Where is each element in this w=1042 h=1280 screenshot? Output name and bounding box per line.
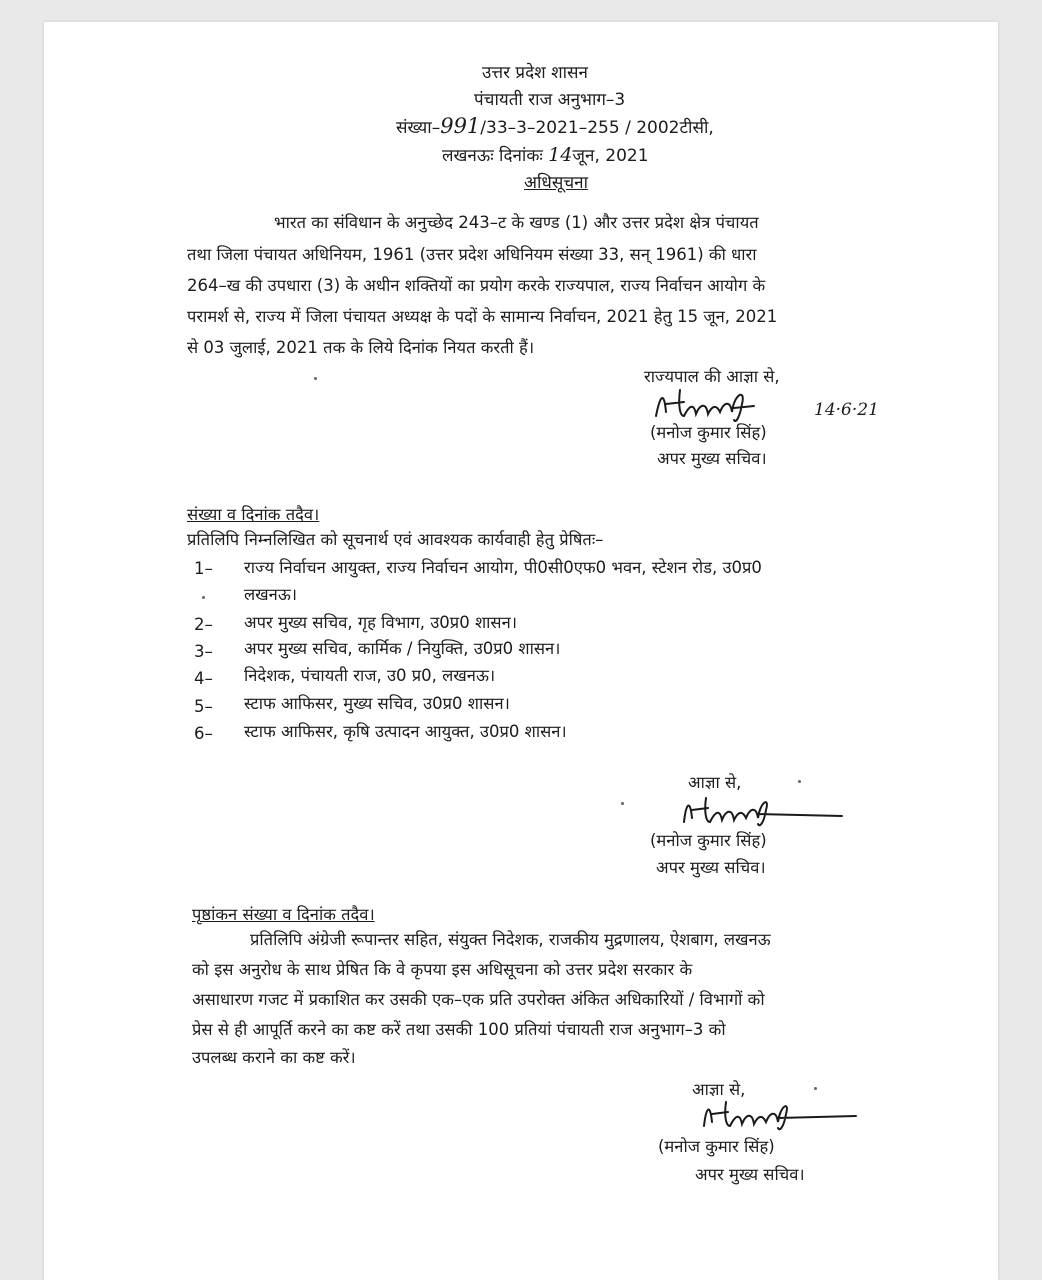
signature3-designation: अपर मुख्य सचिव। (695, 1165, 805, 1184)
list-item: अपर मुख्य सचिव, कार्मिक / नियुक्ति, उ0प्र0 शासन। (244, 639, 561, 658)
header-reference-number (396, 114, 714, 138)
number-handwritten: 991 (440, 114, 481, 138)
document-page (44, 22, 998, 1280)
list-item-continuation: लखनऊ। (244, 585, 298, 604)
number-suffix: /33–3–2021–255 / 2002टीसी, (480, 118, 714, 138)
date-suffix: जून, 2021 (572, 146, 649, 166)
list-item-number: 6– (194, 724, 213, 743)
signature2-name: (मनोज कुमार सिंह) (650, 831, 767, 850)
place-date-prefix: लखनऊः दिनांकः (442, 146, 543, 166)
list-item: राज्य निर्वाचन आयुक्त, राज्य निर्वाचन आयोग, पी0सी0एफ0 भवन, स्टेशन रोड, उ0प्र0 (244, 558, 762, 577)
date-handwritten: 14 (548, 144, 573, 166)
signature3-handwriting (698, 1098, 863, 1134)
signature1-name: (मनोज कुमार सिंह) (650, 423, 767, 442)
endorsement-line: असाधारण गजट में प्रकाशित कर उसकी एक–एक प्रति उपरोक्त अंकित अधिकारियों / विभागों को (192, 990, 765, 1009)
list-item: स्टाफ आफिसर, मुख्य सचिव, उ0प्र0 शासन। (244, 694, 510, 713)
endorsement-line: उपलब्ध कराने का कष्ट करें। (192, 1048, 356, 1067)
signature2-designation: अपर मुख्य सचिव। (656, 858, 766, 877)
notification-line: तथा जिला पंचायत अधिनियम, 1961 (उत्तर प्रदेश अधिनियम संख्या 33, सन् 1961) की धारा (187, 245, 757, 264)
notification-line: परामर्श से, राज्य में जिला पंचायत अध्यक्ष के पदों के सामान्य निर्वाचन, 2021 हेतु 15 जून, 2021 (187, 307, 778, 326)
scan-speck (314, 377, 317, 380)
scan-speck (202, 596, 205, 599)
page-title: अधिसूचना (524, 173, 588, 193)
notification-line: भारत का संविधान के अनुच्छेद 243–ट के खण्ड (1) और उत्तर प्रदेश क्षेत्र पंचायत (274, 213, 759, 232)
list-item-number: 4– (194, 669, 213, 688)
endorsement-line: प्रेस से ही आपूर्ति करने का कष्ट करें तथा उसकी 100 प्रतियां पंचायती राज अनुभाग–3 को (192, 1020, 726, 1039)
notification-line: से 03 जुलाई, 2021 तक के लिये दिनांक नियत करती हैं। (187, 338, 535, 357)
notification-line: 264–ख की उपधारा (3) के अधीन शक्तियों का प्रयोग करके राज्यपाल, राज्य निर्वाचन आयोग के (187, 276, 766, 295)
signature1-order: राज्यपाल की आज्ञा से, (644, 367, 780, 386)
header-place-date (442, 143, 649, 166)
list-item-number: 2– (194, 615, 213, 634)
endorsement-heading: पृष्ठांकन संख्या व दिनांक तदैव। (192, 905, 375, 924)
list-item: निदेशक, पंचायती राज, उ0 प्र0, लखनऊ। (244, 666, 496, 685)
signature3-name: (मनोज कुमार सिंह) (658, 1137, 775, 1156)
list-item-number: 5– (194, 697, 213, 716)
signature1-designation: अपर मुख्य सचिव। (657, 449, 767, 468)
endorsement-line: प्रतिलिपि अंग्रेजी रूपान्तर सहित, संयुक्त निदेशक, राजकीय मुद्रणालय, ऐशबाग, लखनऊ (250, 930, 771, 949)
scan-speck (798, 780, 801, 783)
copy-heading: संख्या व दिनांक तदैव। (187, 505, 320, 524)
copy-intro: प्रतिलिपि निम्नलिखित को सूचनार्थ एवं आवश्यक कार्यवाही हेतु प्रेषितः– (187, 530, 604, 549)
header-department: उत्तर प्रदेश शासन (482, 63, 588, 83)
list-item-number: 1– (194, 559, 213, 578)
scan-speck (814, 1087, 817, 1090)
signature2-handwriting (678, 794, 848, 830)
list-item: अपर मुख्य सचिव, गृह विभाग, उ0प्र0 शासन। (244, 613, 517, 632)
signature2-order: आज्ञा से, (688, 773, 742, 792)
list-item: स्टाफ आफिसर, कृषि उत्पादन आयुक्त, उ0प्र0 शासन। (244, 722, 567, 741)
number-prefix: संख्या– (396, 118, 441, 138)
signature1-date: 14·6·21 (814, 400, 879, 420)
header-section: पंचायती राज अनुभाग–3 (474, 90, 626, 110)
signature3-order: आज्ञा से, (692, 1080, 746, 1099)
endorsement-line: को इस अनुरोध के साथ प्रेषित कि वे कृपया इस अधिसूचना को उत्तर प्रदेश सरकार के (192, 960, 693, 979)
list-item-number: 3– (194, 642, 213, 661)
scan-speck (621, 802, 624, 805)
